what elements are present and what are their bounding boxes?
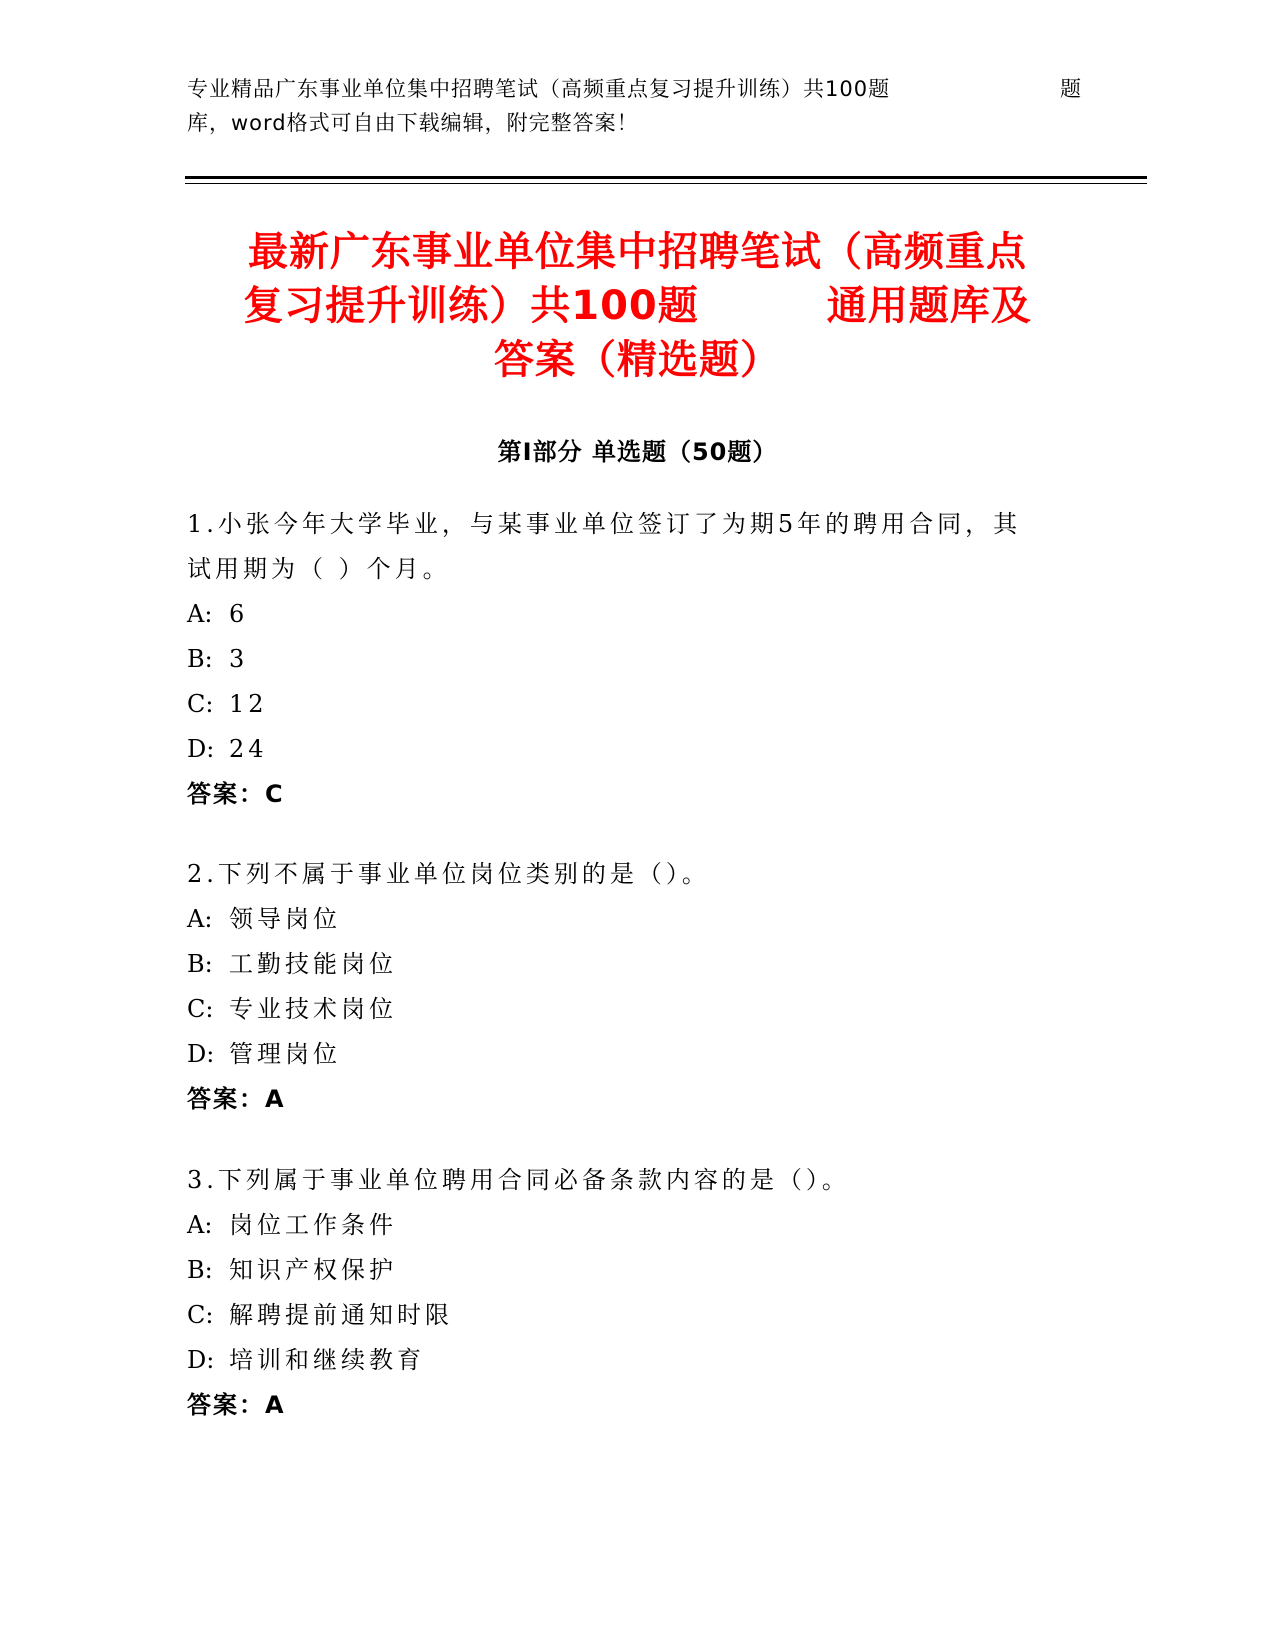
option-text: 6 — [229, 600, 249, 628]
option-c — [187, 682, 1087, 727]
question-1 — [187, 502, 1087, 817]
document-title — [150, 225, 1125, 387]
header-line-1 — [187, 72, 1082, 106]
option-d — [187, 1032, 1087, 1077]
question-stem: 3.下列属于事业单位聘用合同必备条款内容的是（）。 — [187, 1166, 850, 1194]
section-heading: 第Ⅰ部分 单选题（50题） — [497, 438, 778, 466]
option-key: A: — [187, 1211, 213, 1239]
option-text: 岗位工作条件 — [229, 1211, 397, 1239]
option-key: A: — [187, 905, 213, 933]
option-text: 12 — [229, 690, 268, 718]
option-text: 专业技术岗位 — [229, 995, 397, 1023]
option-c — [187, 987, 1087, 1032]
option-b — [187, 942, 1087, 987]
header-rule-thin — [185, 183, 1147, 184]
title-line-2-part-a: 复习提升训练）共100题 — [243, 283, 699, 329]
option-key: D: — [187, 735, 215, 763]
option-d — [187, 727, 1087, 772]
option-key: D: — [187, 1040, 215, 1068]
question-stem: 1.小张今年大学毕业，与某事业单位签订了为期5年的聘用合同，其 — [187, 510, 1022, 538]
option-b — [187, 1248, 1087, 1293]
option-a — [187, 1203, 1087, 1248]
header-text-tail: 题 — [1060, 77, 1082, 101]
option-a — [187, 897, 1087, 942]
option-key: C: — [187, 690, 214, 718]
option-key: B: — [187, 645, 213, 673]
page-header — [187, 72, 1082, 140]
option-text: 培训和继续教育 — [229, 1346, 425, 1374]
option-key: B: — [187, 950, 213, 978]
option-text: 3 — [229, 645, 249, 673]
option-text: 管理岗位 — [229, 1040, 341, 1068]
question-stem-continued: 试用期为（ ）个月。 — [187, 555, 451, 583]
header-line-2: 库，word格式可自由下载编辑，附完整答案！ — [187, 111, 639, 135]
option-key: D: — [187, 1346, 215, 1374]
answer: 答案：C — [187, 780, 285, 808]
option-text: 领导岗位 — [229, 905, 341, 933]
title-line-1: 最新广东事业单位集中招聘笔试（高频重点 — [248, 229, 1027, 275]
title-line-2 — [150, 279, 1125, 333]
question-3 — [187, 1158, 1087, 1428]
option-key: C: — [187, 995, 214, 1023]
option-text: 解聘提前通知时限 — [229, 1301, 453, 1329]
option-text: 知识产权保护 — [229, 1256, 397, 1284]
option-key: C: — [187, 1301, 214, 1329]
option-c — [187, 1293, 1087, 1338]
option-key: B: — [187, 1256, 213, 1284]
question-stem: 2.下列不属于事业单位岗位类别的是（）。 — [187, 860, 710, 888]
option-key: A: — [187, 600, 213, 628]
option-text: 工勤技能岗位 — [229, 950, 397, 978]
title-line-2-part-b: 通用题库及 — [826, 283, 1032, 329]
option-b — [187, 637, 1087, 682]
header-text: 专业精品广东事业单位集中招聘笔试（高频重点复习提升训练）共100题 — [187, 77, 891, 101]
option-a — [187, 592, 1087, 637]
question-2 — [187, 852, 1087, 1122]
answer: 答案：A — [187, 1391, 286, 1419]
option-d — [187, 1338, 1087, 1383]
header-rule-thick — [185, 176, 1147, 179]
title-line-3: 答案（精选题） — [494, 337, 781, 383]
option-text: 24 — [229, 735, 268, 763]
answer: 答案：A — [187, 1085, 286, 1113]
